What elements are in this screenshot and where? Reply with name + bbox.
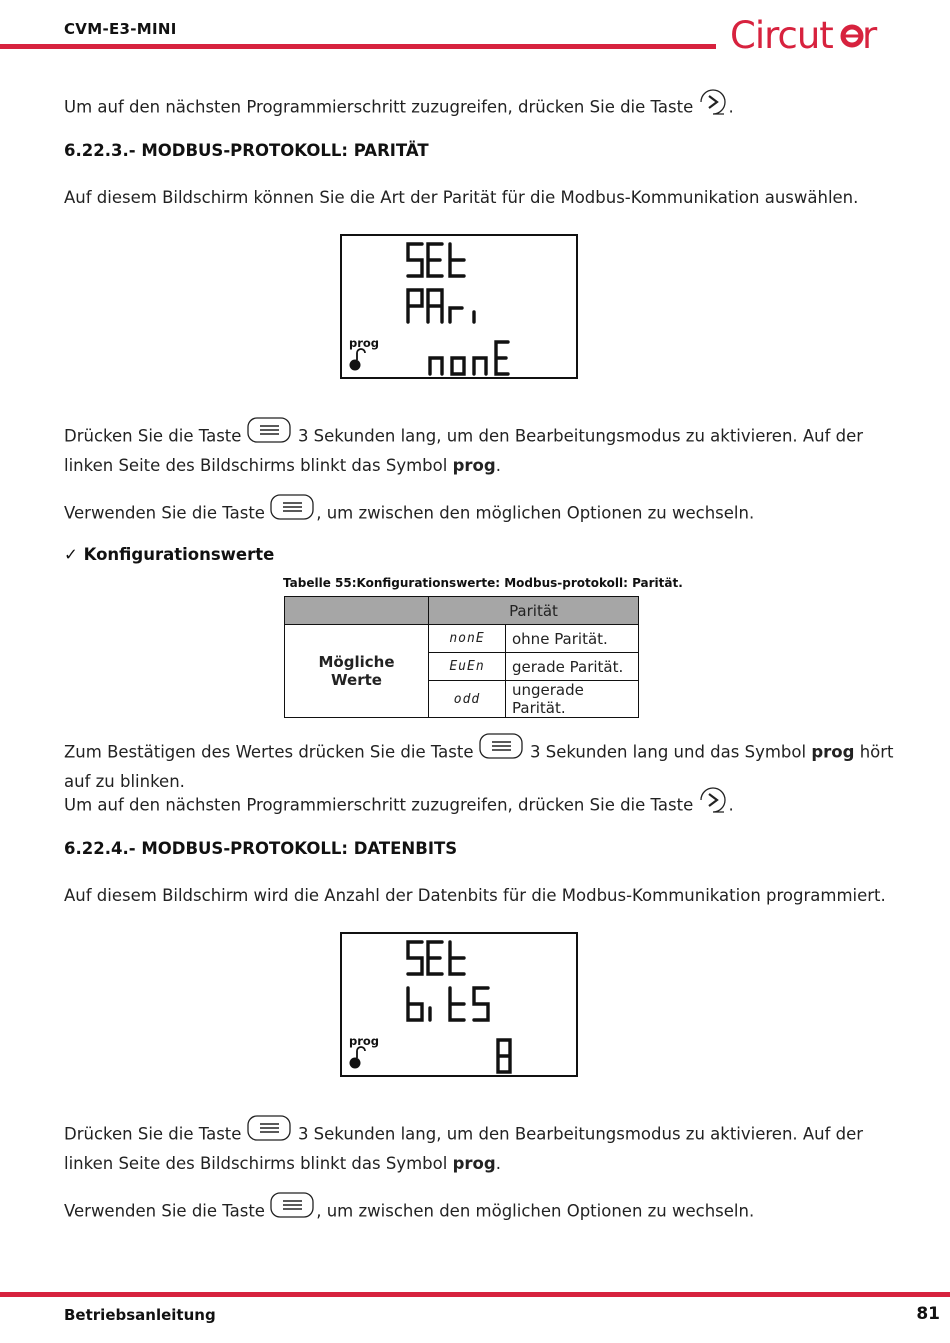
svg-text:r: r [862,14,877,57]
lcd-display-databits [340,932,578,1077]
table-header: Parität [429,597,639,625]
section-heading-databits: 6.22.4.- MODBUS-PROTOKOLL: DATENBITS [64,839,458,858]
table-cell-code: odd [429,681,506,718]
text: Verwenden Sie die Taste [64,503,265,523]
paragraph-confirm [64,736,894,793]
text: hört auf zu blinken. [64,742,894,791]
text: . [495,456,501,475]
bold-prog: prog [452,1154,496,1173]
paragraph-suffix: . [728,795,734,815]
unlocked-padlock-icon [350,1047,366,1069]
lcd-segments [342,236,580,381]
paragraph-use-options [64,497,894,531]
document-title: CVM-E3-MINI [64,20,177,38]
text: 3 Sekunden lang, um den Bearbeitungsmodus zu aktivieren. Auf der linken Seite des Bildschirms blinkt das Symbol [64,426,864,475]
menu-button-icon [270,494,316,528]
prog-label: prog [349,1034,380,1048]
text: . [495,1154,501,1173]
paragraph-next-step [64,790,894,822]
table-cell-code: EuEn [429,653,506,681]
table-cell-desc: ohne Parität. [506,625,639,653]
paragraph-parity-intro: Auf diesem Bildschirm können Sie die Art der Parität für die Modbus-Kommunikation auswählen. [64,188,859,207]
row-label: Mögliche Werte [285,625,429,718]
bold-prog: prog [452,456,496,475]
paragraph-suffix: . [728,97,734,117]
parity-table [284,596,639,718]
page-number: 81 [916,1304,940,1324]
next-arrow-button-icon [698,89,728,121]
svg-text:Circut: Circut [730,14,833,57]
section-heading-parity: 6.22.3.- MODBUS-PROTOKOLL: PARITÄT [64,141,429,160]
prog-label: prog [349,336,380,350]
lcd-segments [342,934,580,1079]
lcd-display-parity [340,234,578,379]
circutor-logo [730,12,880,67]
checkmark-icon: ✓ [64,545,78,564]
paragraph-use-options [64,1195,894,1229]
menu-button-icon [270,1192,316,1226]
text: Verwenden Sie die Taste [64,1201,265,1221]
menu-button-icon [247,1115,293,1149]
unlocked-padlock-icon [350,349,366,371]
config-heading [64,545,274,564]
menu-button-icon [479,733,525,767]
menu-button-icon [247,417,293,451]
table-corner [285,597,429,625]
text: , um zwischen den möglichen Optionen zu wechseln. [316,1201,755,1221]
text: Drücken Sie die Taste [64,1124,242,1144]
text: 3 Sekunden lang und das Symbol [530,742,807,762]
table-cell-desc: ungerade Parität. [506,681,639,718]
table-cell-desc: gerade Parität. [506,653,639,681]
paragraph-text: Um auf den nächsten Programmierschritt zuzugreifen, drücken Sie die Taste [64,97,694,117]
paragraph-text: Um auf den nächsten Programmierschritt zuzugreifen, drücken Sie die Taste [64,795,694,815]
text: Zum Bestätigen des Wertes drücken Sie die Taste [64,742,474,762]
config-heading-text: Konfigurationswerte [83,545,275,564]
table-cell-code: nonE [429,625,506,653]
bold-prog: prog [811,742,855,762]
paragraph-press-edit [64,1118,894,1175]
text: , um zwischen den möglichen Optionen zu wechseln. [316,503,755,523]
paragraph-databits-intro: Auf diesem Bildschirm wird die Anzahl der Datenbits für die Modbus-Kommunikation programmiert. [64,886,886,905]
paragraph-next-step [64,92,894,124]
text: Drücken Sie die Taste [64,426,242,446]
table-caption: Tabelle 55:Konfigurationswerte: Modbus-protokoll: Parität. [283,576,683,590]
footer-manual-label: Betriebsanleitung [64,1306,216,1324]
text: 3 Sekunden lang, um den Bearbeitungsmodus zu aktivieren. Auf der linken Seite des Bildschirms blinkt das Symbol [64,1124,864,1173]
next-arrow-button-icon [698,787,728,819]
header-rule [0,44,716,49]
footer-rule [0,1292,950,1297]
paragraph-press-edit [64,420,894,477]
